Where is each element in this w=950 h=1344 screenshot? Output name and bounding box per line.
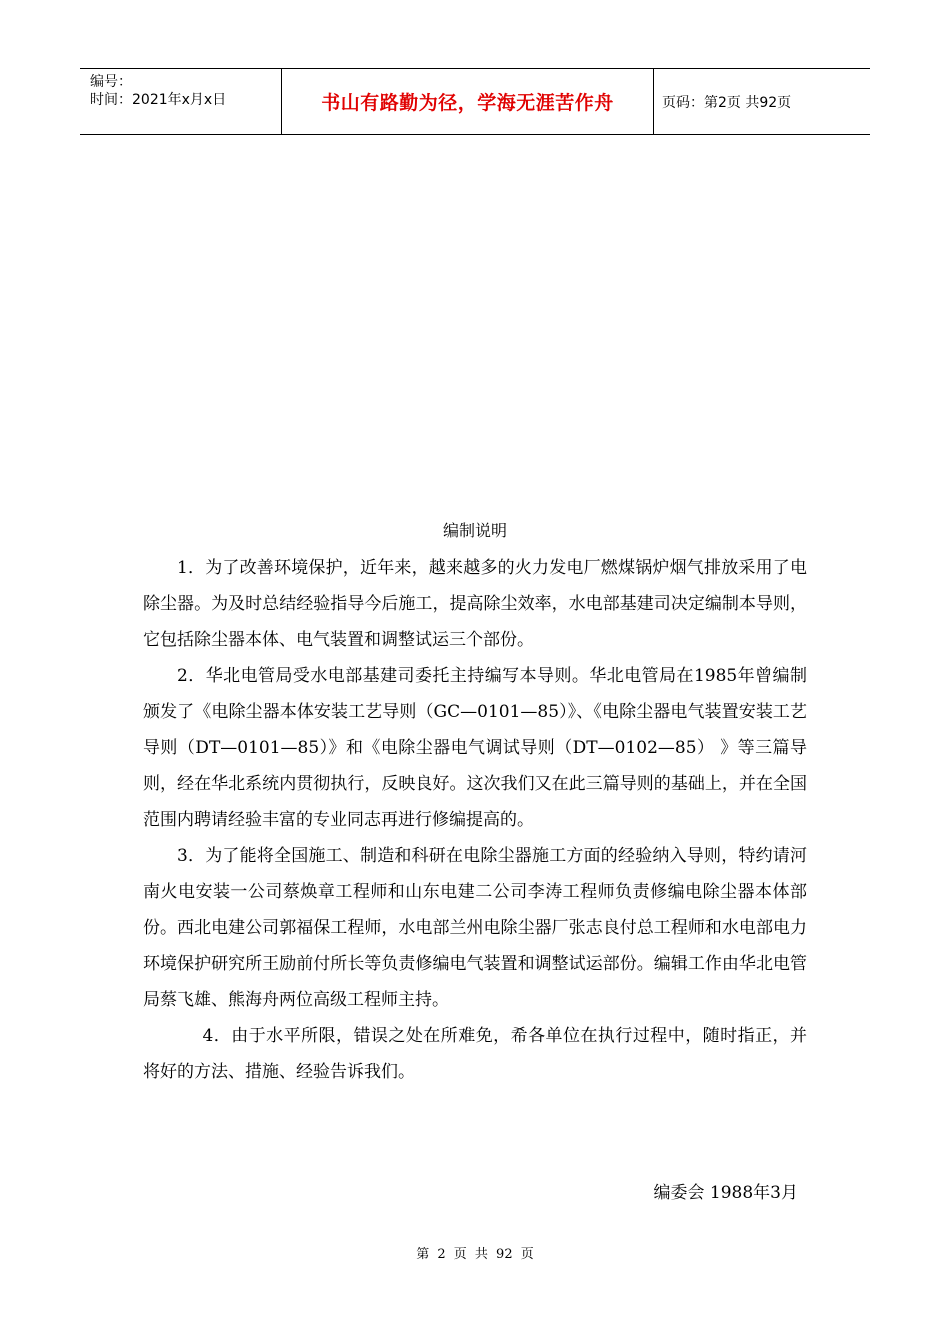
header-meta-cell [80, 69, 282, 134]
paragraph-1: 1．为了改善环境保护，近年来，越来越多的火力发电厂燃煤锅炉烟气排放采用了电除尘器。为及时总结经验指导今后施工，提高除尘效率，水电部基建司决定编制本导则，它包括除尘器本体、电气装置和调整试运三个部份。 [143, 558, 807, 650]
header-motto: 书山有路勤为径，学海无涯苦作舟 [282, 69, 654, 134]
header-page-info: 页码：第2页 共92页 [662, 94, 792, 111]
paragraph-4: 4．由于水平所限，错误之处在所难免，希各单位在执行过程中，随时指正，并将好的方法、措施、经验告诉我们。 [143, 1026, 807, 1082]
document-title: 编制说明 [442, 521, 507, 540]
page-header [80, 68, 870, 135]
page-footer: 第 2 页 共 92 页 [416, 1247, 534, 1262]
document-body [143, 550, 807, 1090]
document-number-label: 编号： [90, 74, 132, 90]
paragraph-3: 3．为了能将全国施工、制造和科研在电除尘器施工方面的经验纳入导则，特约请河南火电安装一公司蔡焕章工程师和山东电建二公司李涛工程师负责修编电除尘器本体部份。西北电建公司郭福保工程师，水电部兰州电除尘器厂张志良付总工程师和水电部电力环境保护研究所王励前付所长等负责修编电气装置和调整试运部份。编辑工作由华北电管局蔡飞雄、熊海舟两位高级工程师主持。 [143, 846, 807, 1010]
paragraph-2: 2．华北电管局受水电部基建司委托主持编写本导则。华北电管局在1985年曾编制颁发了《电除尘器本体安装工艺导则（GC—0101—85）》、《电除尘器电气装置安装工艺导则（DT—0101—85）》和《电除尘器电气调试导则（DT—0102—85） 》等三篇导则，经在华北系统内贯彻执行，反映良好。这次我们又在此三篇导则的基础上，并在全国范围内聘请经验丰富的专业同志再进行修编提高的。 [143, 666, 807, 830]
document-time-label: 时间：2021年x月x日 [90, 92, 227, 108]
signature: 编委会 1988年3月 [653, 1183, 798, 1203]
